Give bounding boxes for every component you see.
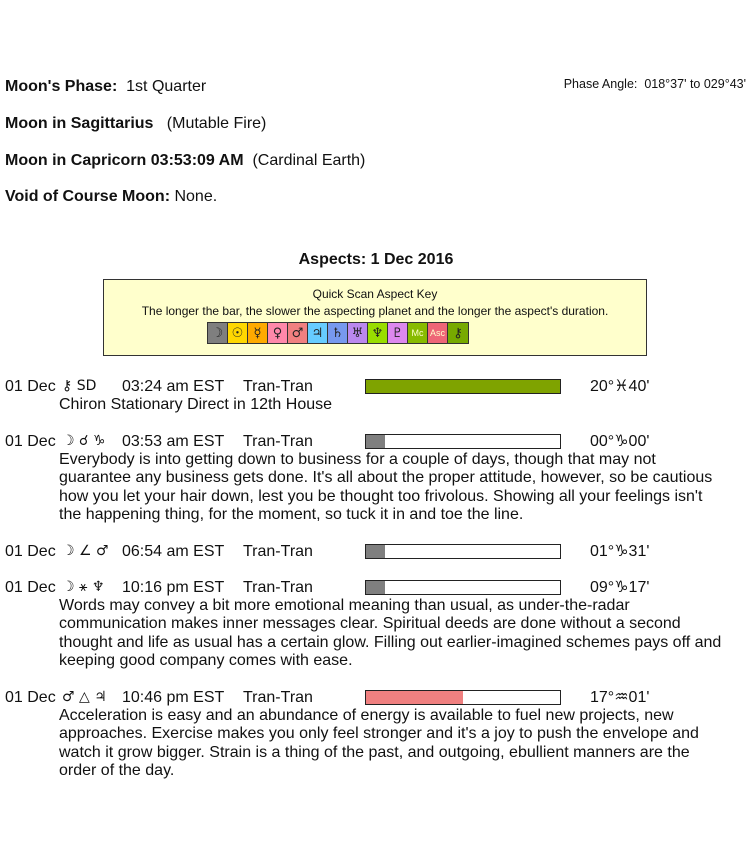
moon-icon: ☽ [208,323,228,343]
aspect-header [0,377,748,396]
moon-ingress-row [5,151,365,171]
aspect-symbol: ☽ ∠ ♂ [62,543,109,559]
mercury-icon: ☿ [248,323,268,343]
aspect-type: Tran-Tran [243,579,313,596]
aspect-header [0,542,748,561]
void-of-course-label: Void of Course Moon: [5,188,171,205]
aspect-header [0,688,748,707]
aspects-title: Aspects: 1 Dec 2016 [298,251,454,268]
aspect-symbol: ☽ ☌ ♑ [62,433,106,449]
duration-bar [365,544,561,559]
void-of-course-value: None. [174,188,218,205]
aspect-date: 01 Dec [5,378,56,395]
phase-angle-value: 018°37' to 029°43' [644,77,746,91]
venus-icon: ♀ [268,323,288,343]
aspect-key-subtitle: The longer the bar, the slower the aspecting planet and the longer the aspect's duration. [141,304,609,318]
aspect-entry [0,688,748,780]
aspect-key-swatches [207,322,469,344]
aspect-description: Acceleration is easy and an abundance of energy is available to fuel new projects, new approaches. Exercise makes you only feel stronger and it's a joy to push the envelope and watch it grow bigger. Strain is a thing of the past, and outgoing, ebullient manners are the order of the day. [59,707,699,779]
duration-bar-fill [366,435,385,448]
moon-phase-row [5,77,206,97]
aspect-entry [0,578,748,670]
chiron-icon: ⚷ [448,323,468,343]
duration-bar [365,434,561,449]
phase-angle [564,77,746,91]
aspect-type: Tran-Tran [243,543,313,560]
aspect-time: 03:24 am EST [122,378,225,395]
aspect-type: Tran-Tran [243,689,313,706]
aspect-header [0,432,748,451]
uranus-icon: ♅ [348,323,368,343]
aspect-description: Words may convey a bit more emotional meaning than usual, as under-the-radar communication makes inner messages clear. Spiritual deeds are done without a second thought and life as usual has a certain glow. Filling out earlier-imagined schemes pays off and keeping good company comes with ease. [59,597,722,669]
aspect-entry [0,432,748,524]
aspect-date: 01 Dec [5,579,56,596]
moon-ingress-label: Moon in Capricorn 03:53:09 AM [5,152,244,169]
duration-bar-fill [366,545,385,558]
saturn-icon: ♄ [328,323,348,343]
midheaven-icon: Mc [408,323,428,343]
duration-bar-fill [366,581,385,594]
pluto-icon: ♇ [388,323,408,343]
aspect-header [0,578,748,597]
neptune-icon: ♆ [368,323,388,343]
aspect-degree: 09°♑17' [590,579,650,596]
void-of-course-row [5,187,217,207]
aspect-entry [0,377,748,414]
duration-bar [365,379,561,394]
aspect-symbol: ⚷ SD [62,378,97,394]
aspect-description: Chiron Stationary Direct in 12th House [59,396,333,413]
aspect-degree: 00°♑00' [590,433,650,450]
duration-bar [365,690,561,705]
aspect-description: Everybody is into getting down to business for a couple of days, though that may not guarantee any business gets done. It's all about the proper attitude, however, so be cautious how you let your hair down, lest you be thought too frivolous. Showing all your feelings isn't the happening thing, for the moment, so tuck it in and toe the line. [59,451,713,523]
aspect-date: 01 Dec [5,433,56,450]
aspect-time: 10:16 pm EST [122,579,225,596]
aspect-date: 01 Dec [5,543,56,560]
aspect-symbol: ☽ ⚹ ♆ [62,579,105,595]
aspect-degree: 20°♓40' [590,378,650,395]
aspect-entry [0,542,748,561]
aspect-type: Tran-Tran [243,433,313,450]
moon-sign-row [5,114,266,134]
aspect-degree: 17°♒01' [590,689,650,706]
duration-bar-fill [366,691,463,704]
aspect-key-title: Quick Scan Aspect Key [312,287,438,301]
aspect-degree: 01°♑31' [590,543,650,560]
moon-ingress-element: (Cardinal Earth) [252,152,366,169]
sun-icon: ☉ [228,323,248,343]
moon-sign-label: Moon in Sagittarius [5,115,154,132]
aspect-symbol: ♂ △ ♃ [62,689,107,705]
aspect-key-box [103,279,647,356]
ascendant-icon: Asc [428,323,448,343]
mars-icon: ♂ [288,323,308,343]
aspect-time: 10:46 pm EST [122,689,225,706]
aspect-date: 01 Dec [5,689,56,706]
duration-bar [365,580,561,595]
aspect-time: 03:53 am EST [122,433,225,450]
jupiter-icon: ♃ [308,323,328,343]
phase-angle-label: Phase Angle: [563,77,638,91]
aspect-time: 06:54 am EST [122,543,225,560]
moon-sign-element: (Mutable Fire) [166,115,267,132]
moon-phase-value: 1st Quarter [126,78,207,95]
moon-phase-label: Moon's Phase: [5,78,118,95]
aspect-type: Tran-Tran [243,378,313,395]
duration-bar-fill [366,380,560,393]
